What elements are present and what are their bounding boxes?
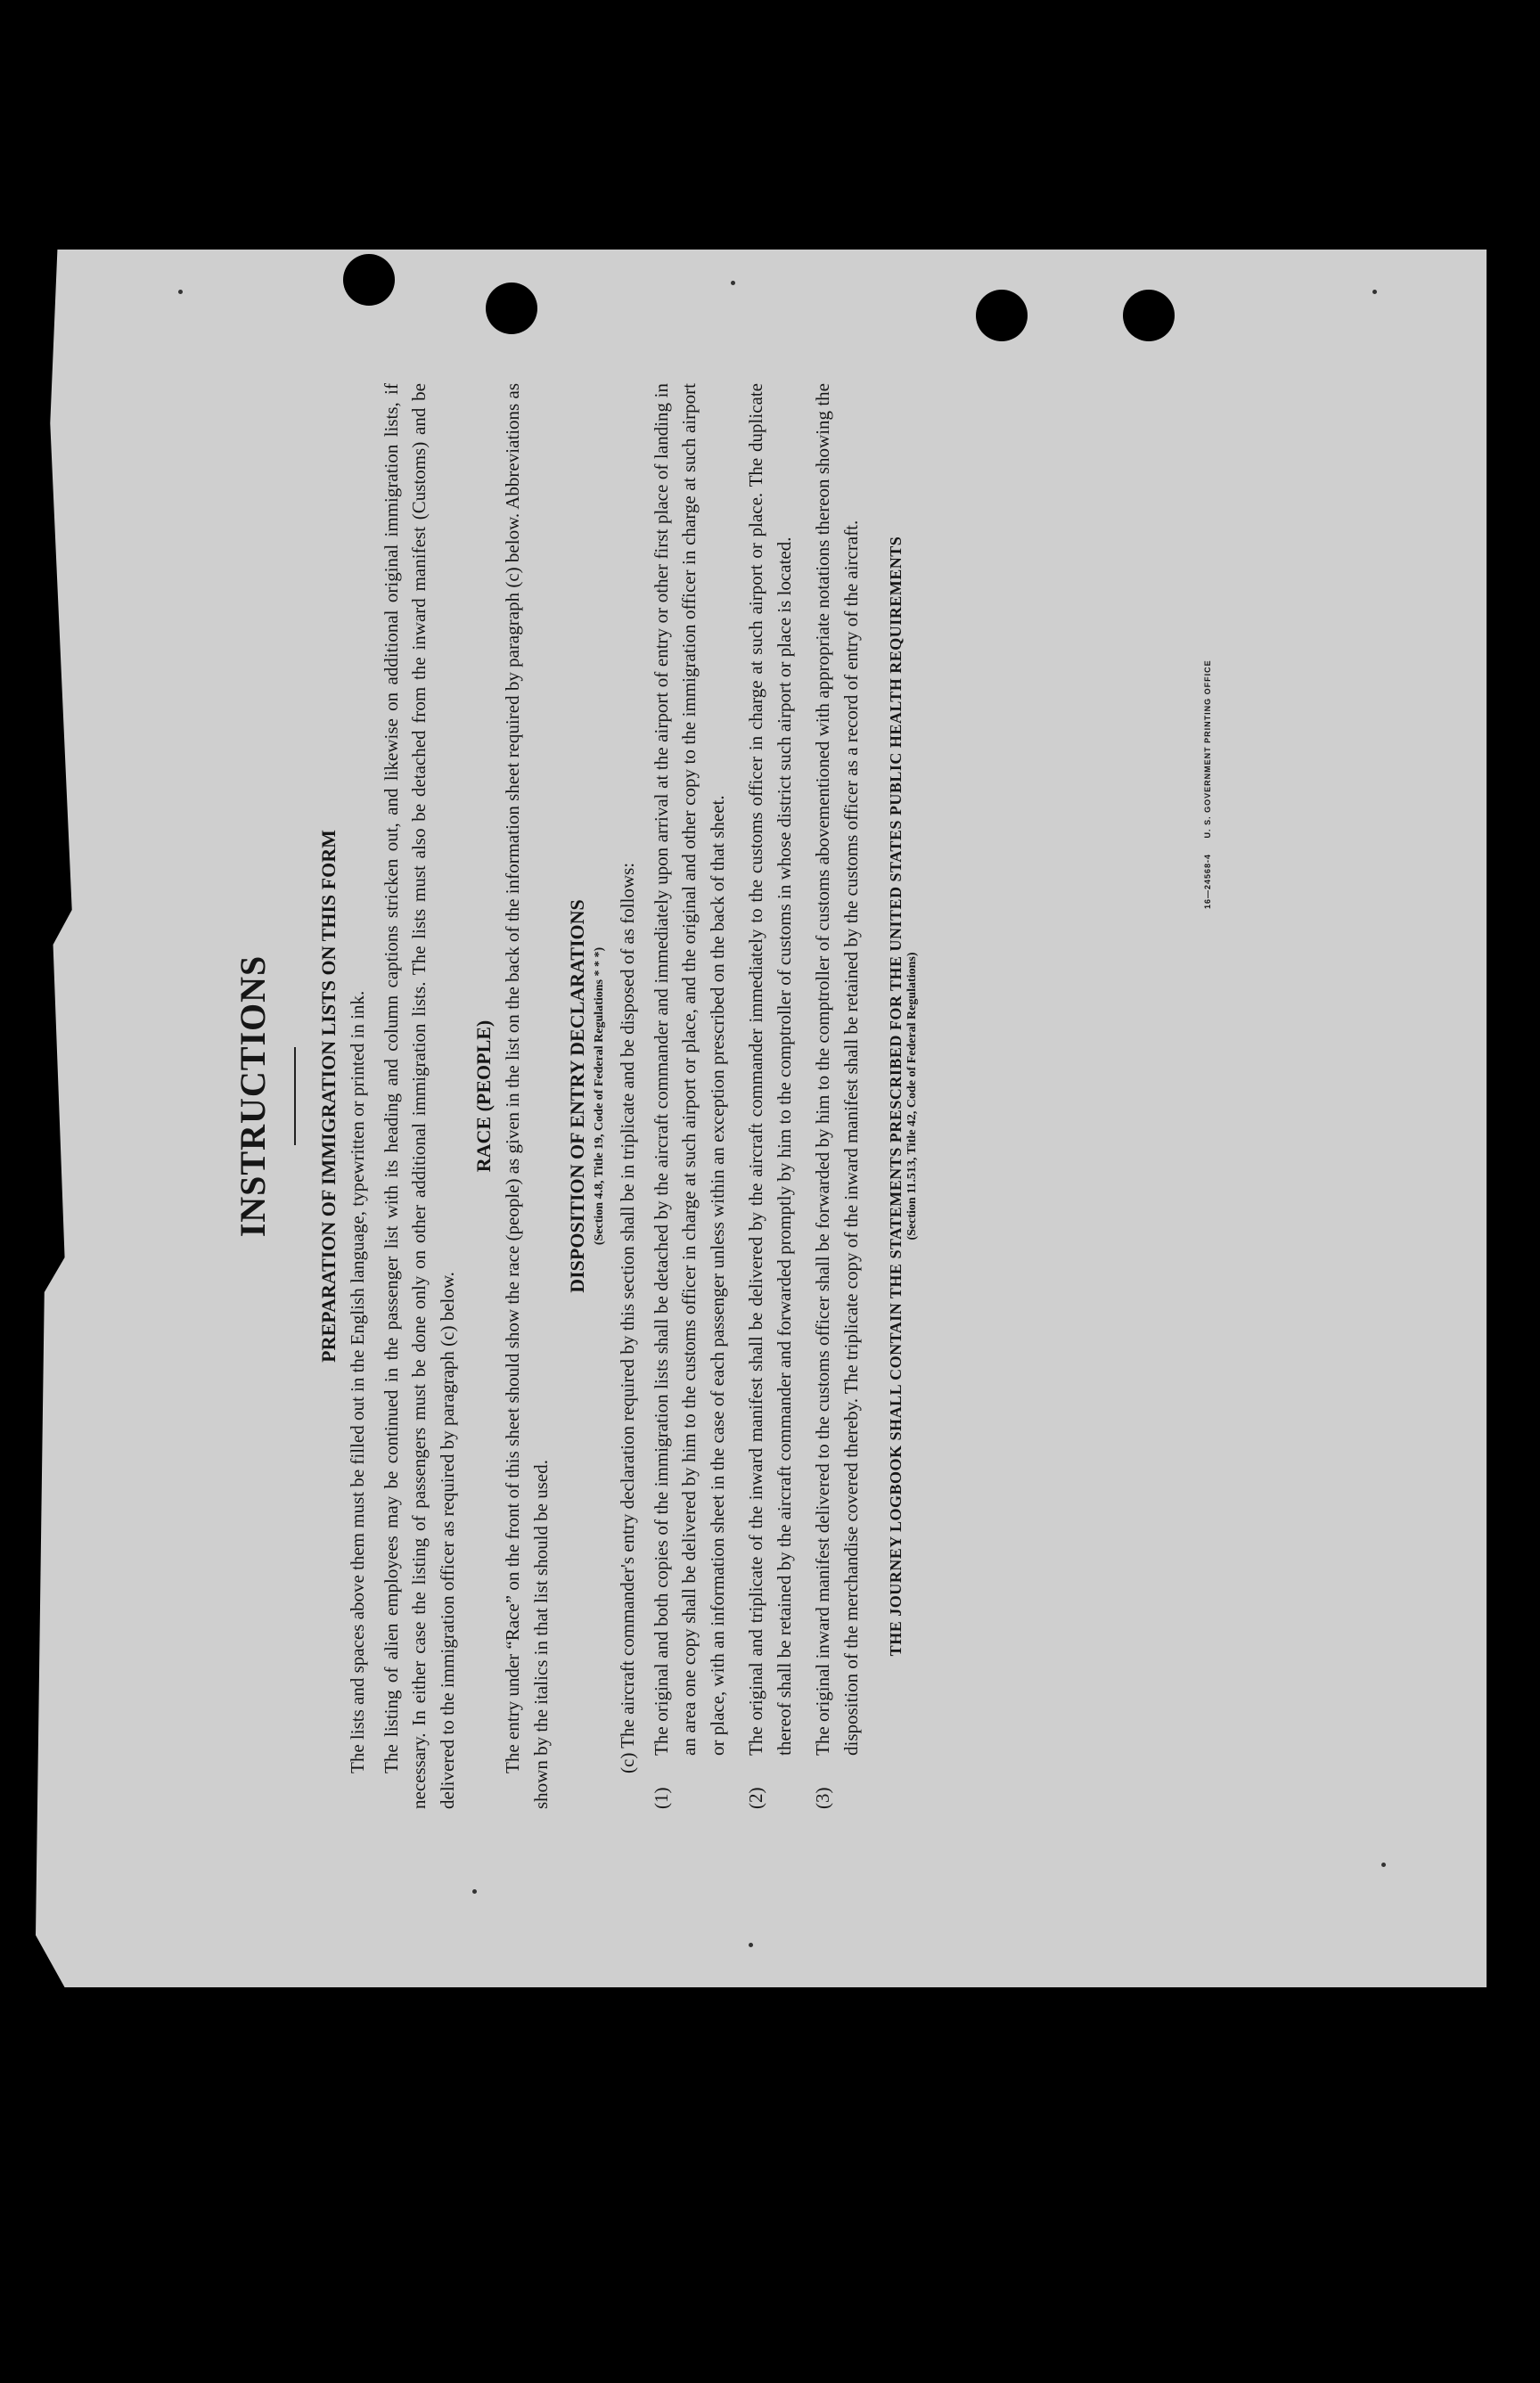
item-text: The original and triplicate of the inward manifest shall be delivered by the aircraft commander immediately to the customs officer in charge at such airport or place. The duplicate thereof shall be retained by the aircraft commander and forwarded promptly by him to the comptroller of customs in whose district such airport or place is located. xyxy=(745,383,795,1756)
race-heading: RACE (PEOPLE) xyxy=(472,1020,495,1173)
punch-hole xyxy=(486,283,537,334)
item-number: (3) xyxy=(812,1787,833,1809)
title-divider xyxy=(294,1047,296,1145)
form-number: 16—24568-4 xyxy=(1203,853,1212,909)
disposition-item xyxy=(742,383,799,1809)
disposition-citation: (Section 4.8, Title 19, Code of Federal Regulations * * *) xyxy=(593,946,606,1246)
item-number: (2) xyxy=(745,1787,766,1809)
item-text: The original and both copies of the immigration lists shall be detached by the aircraft commander and immediately upon arrival at the airport of entry or other first place of landing in an area one copy shall be delivered by him to the customs officer in charge at such airport or place, and the original and other copy to the immigration officer in charge at such airport or place, with an information sheet in the case of each passenger unless within an exception prescribed on the back of that sheet. xyxy=(650,383,728,1756)
preparation-paragraph-2: The listing of alien employees may be continued in the passenger list with its heading and column captions stricken out, and likewise on additional original immigration lists, if necessary. In either case the listing of passengers must be done only on other additional immigration lists. The lists must also be detached from the inward manifest (Customs) and be delivered to the immigration officer as required by paragraph (c) below. xyxy=(380,383,458,1809)
race-paragraph: The entry under “Race” on the front of this sheet should show the race (people) as given in the list on the back of the information sheet required by paragraph (c) below. Abbreviations as shown by the italics in that list should be used. xyxy=(502,383,552,1809)
printer-imprint xyxy=(1203,647,1212,909)
speck xyxy=(178,290,183,294)
item-text: The original inward manifest delivered to the customs officer shall be forwarded by him to the comptroller of customs abovementioned with appropriate notations thereon showing the disposition of the merchandise covered thereby. The triplicate copy of the inward manifest shall be retained by the customs officer as a record of entry of the aircraft. xyxy=(812,383,862,1756)
disposition-intro: (c) The aircraft commander's entry declaration required by this section shall be in triplicate and be disposed of as follows: xyxy=(617,862,638,1773)
punch-hole xyxy=(343,254,395,306)
speck xyxy=(731,281,735,285)
speck xyxy=(1381,1863,1386,1867)
instructions-content xyxy=(205,383,1230,1809)
logbook-citation: (Section 11.513, Title 42, Code of Federal Regulations) xyxy=(905,952,919,1241)
disposition-heading: DISPOSITION OF ENTRY DECLARATIONS xyxy=(566,899,588,1293)
item-number: (1) xyxy=(650,1787,672,1809)
preparation-paragraph-1: The lists and spaces above them must be filled out in the English language, typewritten or printed in ink. xyxy=(347,990,368,1773)
preparation-heading: PREPARATION OF IMMIGRATION LISTS ON THIS FORM xyxy=(317,830,340,1363)
disposition-item xyxy=(648,383,733,1809)
speck xyxy=(1372,290,1377,294)
speck xyxy=(472,1889,477,1894)
disposition-item xyxy=(809,383,865,1809)
page-title: INSTRUCTIONS xyxy=(233,954,273,1238)
speck xyxy=(749,1943,753,1947)
punch-hole xyxy=(1123,290,1175,341)
punch-hole xyxy=(976,290,1028,341)
logbook-heading: THE JOURNEY LOGBOOK SHALL CONTAIN THE STATEMENTS PRESCRIBED FOR THE UNITED STATES PUBLIC HEALTH REQUIREMENTS xyxy=(887,536,905,1657)
printer-name: U. S. GOVERNMENT PRINTING OFFICE xyxy=(1203,659,1212,839)
